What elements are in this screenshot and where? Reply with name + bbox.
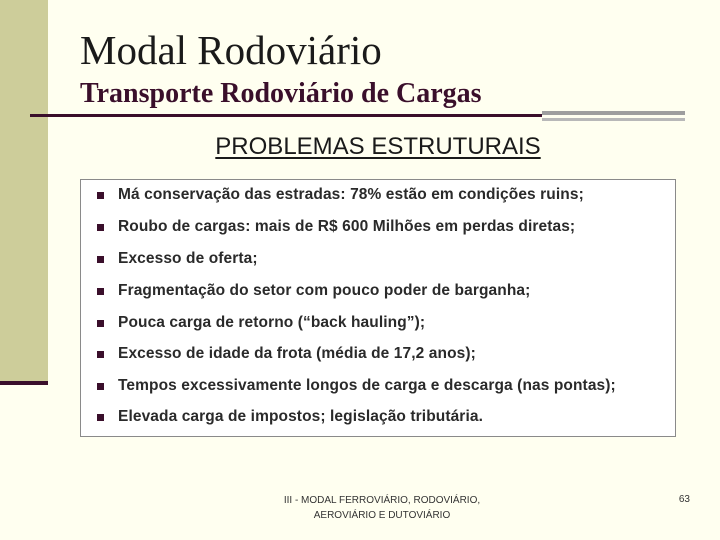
bullet-square-icon: [97, 320, 104, 327]
bullet-square-icon: [97, 383, 104, 390]
bullet-item: [97, 248, 258, 270]
bullet-text: Pouca carga de retorno (“back hauling”);: [118, 314, 426, 331]
bullet-text: Roubo de cargas: mais de R$ 600 Milhões em perdas diretas;: [118, 218, 576, 235]
bullet-square-icon: [97, 288, 104, 295]
bullet-square-icon: [97, 192, 104, 199]
bullet-text: Excesso de oferta;: [118, 250, 258, 267]
bullet-box: [80, 179, 676, 437]
bullet-square-icon: [97, 224, 104, 231]
bullet-item: [97, 216, 575, 238]
bullet-text: Tempos excessivamente longos de carga e descarga (nas pontas);: [118, 377, 616, 394]
slide-subtitle: Transporte Rodoviário de Cargas: [80, 78, 482, 109]
bullet-item: [97, 343, 476, 365]
footer-line-1: III - MODAL FERROVIÁRIO, RODOVIÁRIO,: [283, 495, 481, 506]
left-band-underline: [0, 381, 48, 385]
footer-caption: [240, 493, 524, 523]
bullet-text: Fragmentação do setor com pouco poder de barganha;: [118, 282, 531, 299]
bullet-square-icon: [97, 256, 104, 263]
title-rule-gray: [542, 111, 685, 115]
title-rule-gray-lower: [542, 118, 685, 121]
bullet-square-icon: [97, 414, 104, 421]
bullet-square-icon: [97, 351, 104, 358]
bullet-text: Excesso de idade da frota (média de 17,2 anos);: [118, 345, 476, 362]
bullet-text: Má conservação das estradas: 78% estão em condições ruins;: [118, 186, 584, 203]
footer-line-2: AEROVIÁRIO E DUTOVIÁRIO: [313, 510, 451, 521]
title-rule-dark: [30, 114, 542, 117]
bullet-item: [97, 184, 584, 206]
section-heading: PROBLEMAS ESTRUTURAIS: [215, 133, 541, 160]
bullet-item: [97, 406, 483, 428]
slide-title: Modal Rodoviário: [80, 27, 382, 73]
page-number: 63: [678, 494, 690, 505]
bullet-text: Elevada carga de impostos; legislação tributária.: [118, 408, 483, 425]
bullet-item: [97, 375, 616, 397]
bullet-item: [97, 280, 530, 302]
bullet-item: [97, 312, 425, 334]
left-decorative-band: [0, 0, 48, 384]
